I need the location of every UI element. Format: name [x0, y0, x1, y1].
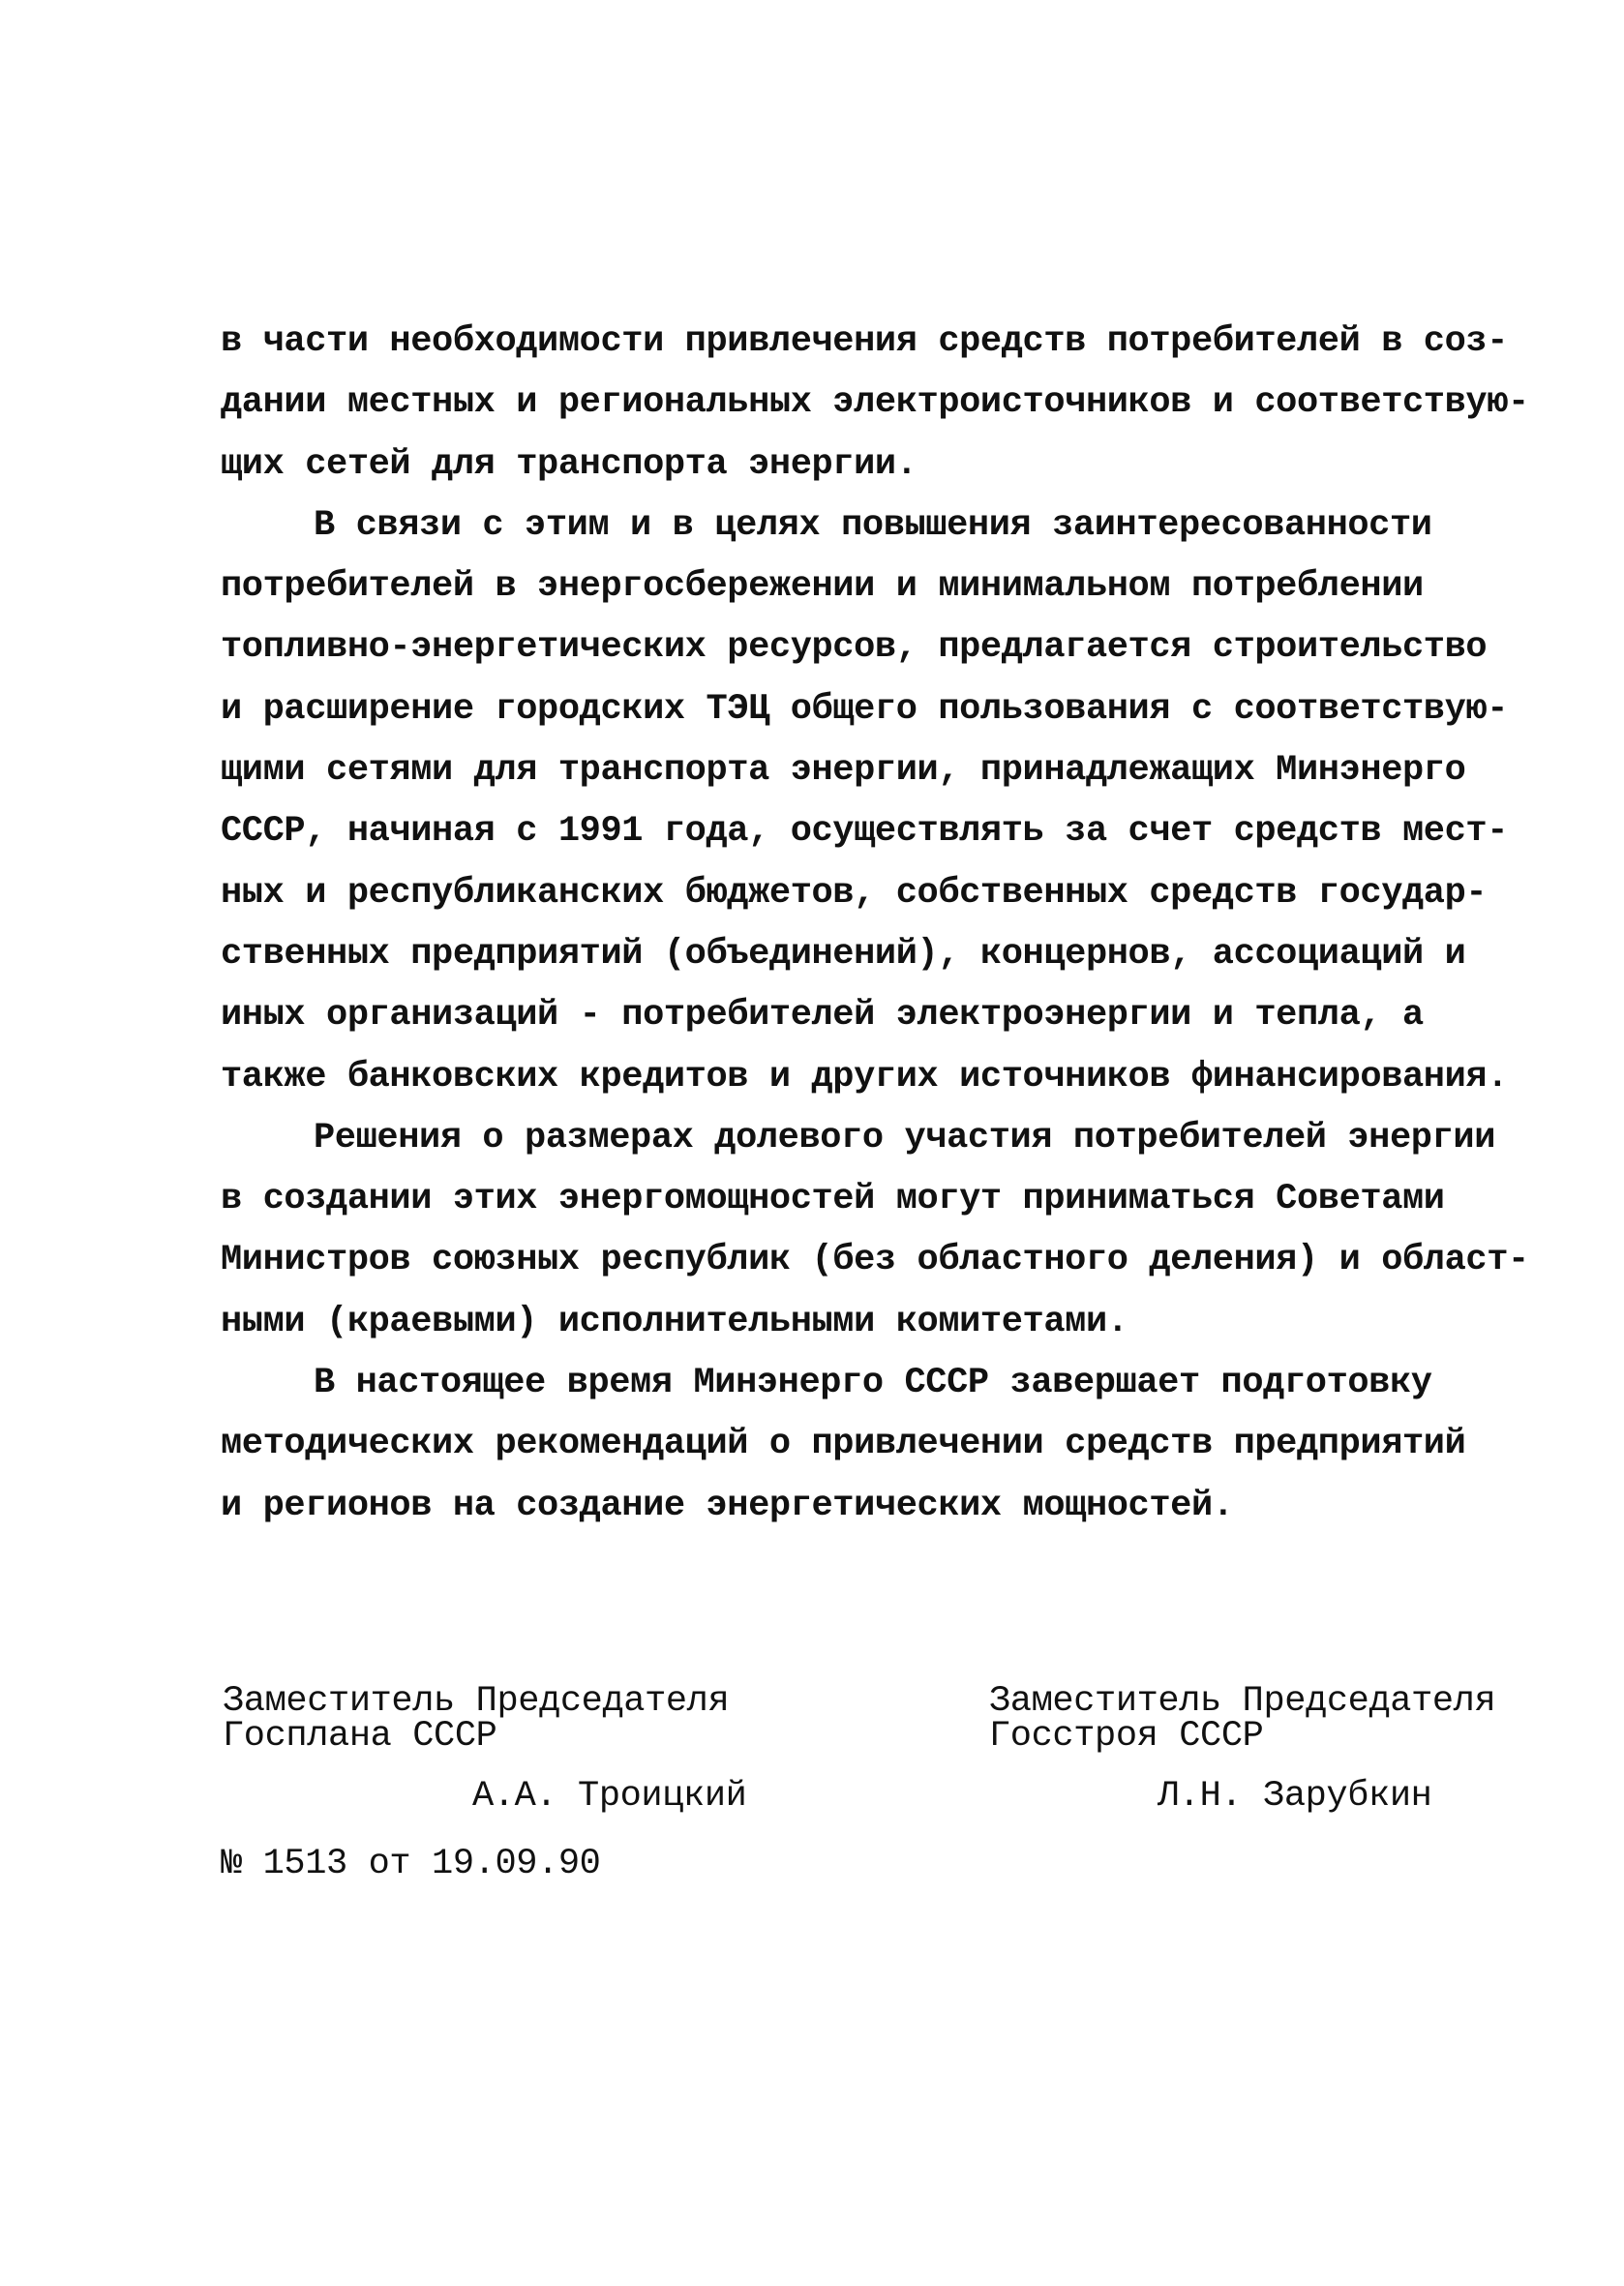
body-line: ными (краевыми) исполнительными комитетами.	[221, 1301, 1128, 1342]
body-line: топливно-энергетических ресурсов, предлагается строительство	[221, 627, 1488, 669]
body-line: щих сетей для транспорта энергии.	[221, 443, 917, 485]
signatory-name-right: Л.Н. Зарубкин	[1158, 1776, 1432, 1817]
signature-title-line: Госстроя СССР	[989, 1716, 1264, 1757]
signature-title-right	[989, 1681, 1496, 1757]
body-line: также банковских кредитов и других источников финансирования.	[221, 1056, 1509, 1098]
body-line: методических рекомендаций о привлечении средств предприятий	[221, 1424, 1466, 1465]
body-line: В связи с этим и в целях повышения заинтересованности	[314, 504, 1432, 546]
body-line: и расширение городских ТЭЦ общего пользования с соответствую-	[221, 688, 1509, 730]
body-line: дании местных и региональных электроисточников и соответствую-	[221, 382, 1529, 424]
body-line: Решения о размерах долевого участия потребителей энергии	[314, 1117, 1496, 1158]
signatory-name-left: А.А. Троицкий	[472, 1776, 747, 1817]
body-line: и регионов на создание энергетических мощностей.	[221, 1485, 1234, 1526]
signature-title-left	[223, 1681, 730, 1757]
signature-title-line: Заместитель Председателя	[989, 1681, 1496, 1722]
body-line: потребителей в энергосбережении и минимальном потреблении	[221, 566, 1424, 608]
body-line: в части необходимости привлечения средств потребителей в соз-	[221, 321, 1509, 362]
body-line: в создании этих энергомощностей могут приниматься Советами	[221, 1179, 1445, 1220]
body-line: ственных предприятий (объединений), концернов, ассоциаций и	[221, 933, 1466, 975]
signature-title-line: Заместитель Председателя	[223, 1681, 730, 1722]
body-line: щими сетями для транспорта энергии, принадлежащих Минэнерго	[221, 750, 1466, 792]
document-number: № 1513 от 19.09.90	[221, 1844, 601, 1884]
signature-title-line: Госплана СССР	[223, 1716, 497, 1757]
body-line: Министров союзных республик (без областного деления) и област-	[221, 1240, 1529, 1281]
body-line: В настоящее время Минэнерго СССР завершает подготовку	[314, 1363, 1432, 1404]
body-line: иных организаций - потребителей электроэнергии и тепла, а	[221, 995, 1424, 1037]
body-line: ных и республиканских бюджетов, собственных средств государ-	[221, 872, 1488, 914]
body-line: СССР, начиная с 1991 года, осуществлять за счет средств мест-	[221, 811, 1509, 853]
body-text	[221, 312, 1529, 1537]
